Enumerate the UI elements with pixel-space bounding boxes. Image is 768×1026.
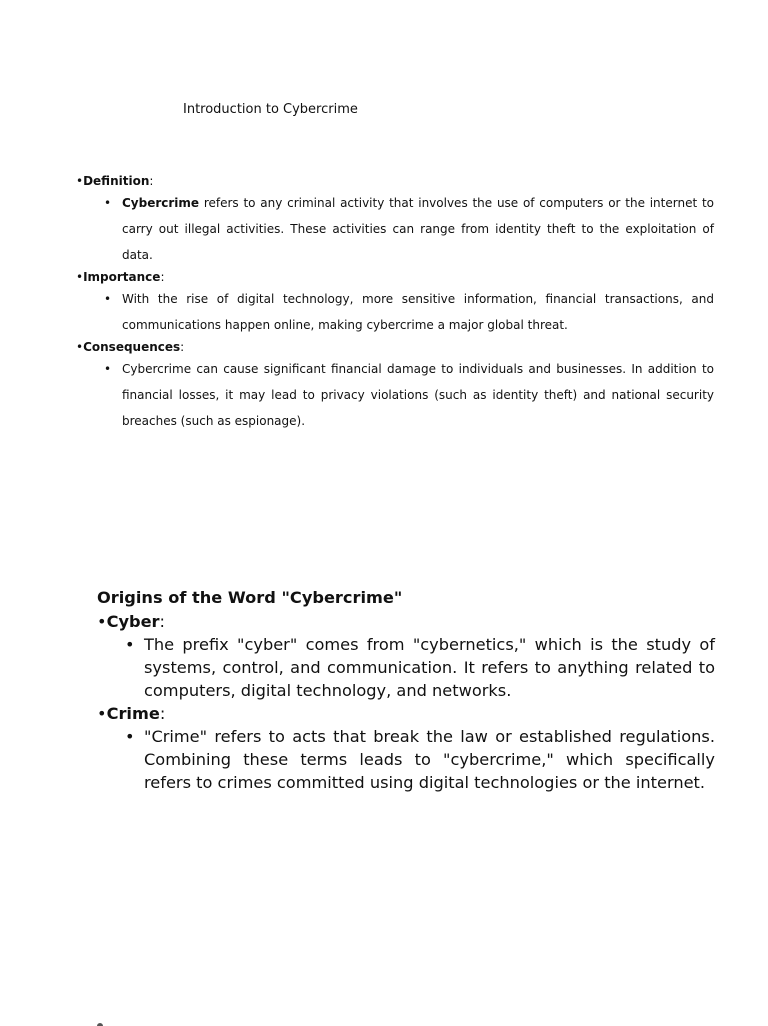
bullet: • (104, 196, 112, 210)
cyber-heading: •Cyber: (97, 612, 166, 631)
consequences-heading: •Consequences: (76, 340, 185, 354)
definition-label: Definition (83, 174, 150, 188)
importance-item (76, 286, 714, 338)
consequences-text: Cybercrime can cause significant financial damage to individuals and businesses. In addition to financial losses, it may lead to privacy violations (such as identity theft) and national security breaches (such as espionage). (122, 362, 714, 428)
intro-section (76, 172, 716, 434)
bullet: • (76, 174, 84, 188)
crime-heading: •Crime: (97, 704, 166, 723)
document-title: Introduction to Cybercrime (183, 102, 358, 117)
consequences-label: Consequences (83, 340, 181, 354)
bullet: • (104, 362, 112, 376)
importance-heading: •Importance: (76, 270, 165, 284)
importance-text: With the rise of digital technology, more sensitive information, financial transactions, and communications happen online, making cybercrime a major global threat. (122, 292, 714, 332)
cut-off-next-line (97, 1014, 237, 1026)
crime-item (97, 725, 715, 794)
origins-section (97, 586, 717, 794)
bullet: • (97, 612, 107, 631)
bullet: • (76, 340, 84, 354)
definition-item (76, 190, 714, 268)
bullet: • (125, 727, 135, 746)
cybercrime-term: Cybercrime (122, 196, 200, 210)
origins-heading: Origins of the Word "Cybercrime" (97, 588, 403, 607)
bullet: • (125, 635, 135, 654)
crime-label: Crime (106, 704, 160, 723)
bullet: • (76, 270, 84, 284)
cyber-text: The prefix "cyber" comes from "cybernetics," which is the study of systems, control, and communication. It refers to anything related to computers, digital technology, and networks. (144, 635, 715, 700)
consequences-item (76, 356, 714, 434)
cyber-label: Cyber (106, 612, 160, 631)
bullet: • (97, 704, 107, 723)
definition-text: refers to any criminal activity that involves the use of computers or the internet to carry out illegal activities. These activities can range from identity theft to the exploitation of data. (122, 196, 714, 262)
crime-text: "Crime" refers to acts that break the law or established regulations. Combining these terms leads to "cybercrime," which specifically refers to crimes committed using digital technologies or the internet. (144, 727, 715, 792)
cyber-item (97, 633, 715, 702)
importance-label: Importance (83, 270, 161, 284)
bullet: • (104, 292, 112, 306)
definition-heading: •Definition: (76, 174, 154, 188)
